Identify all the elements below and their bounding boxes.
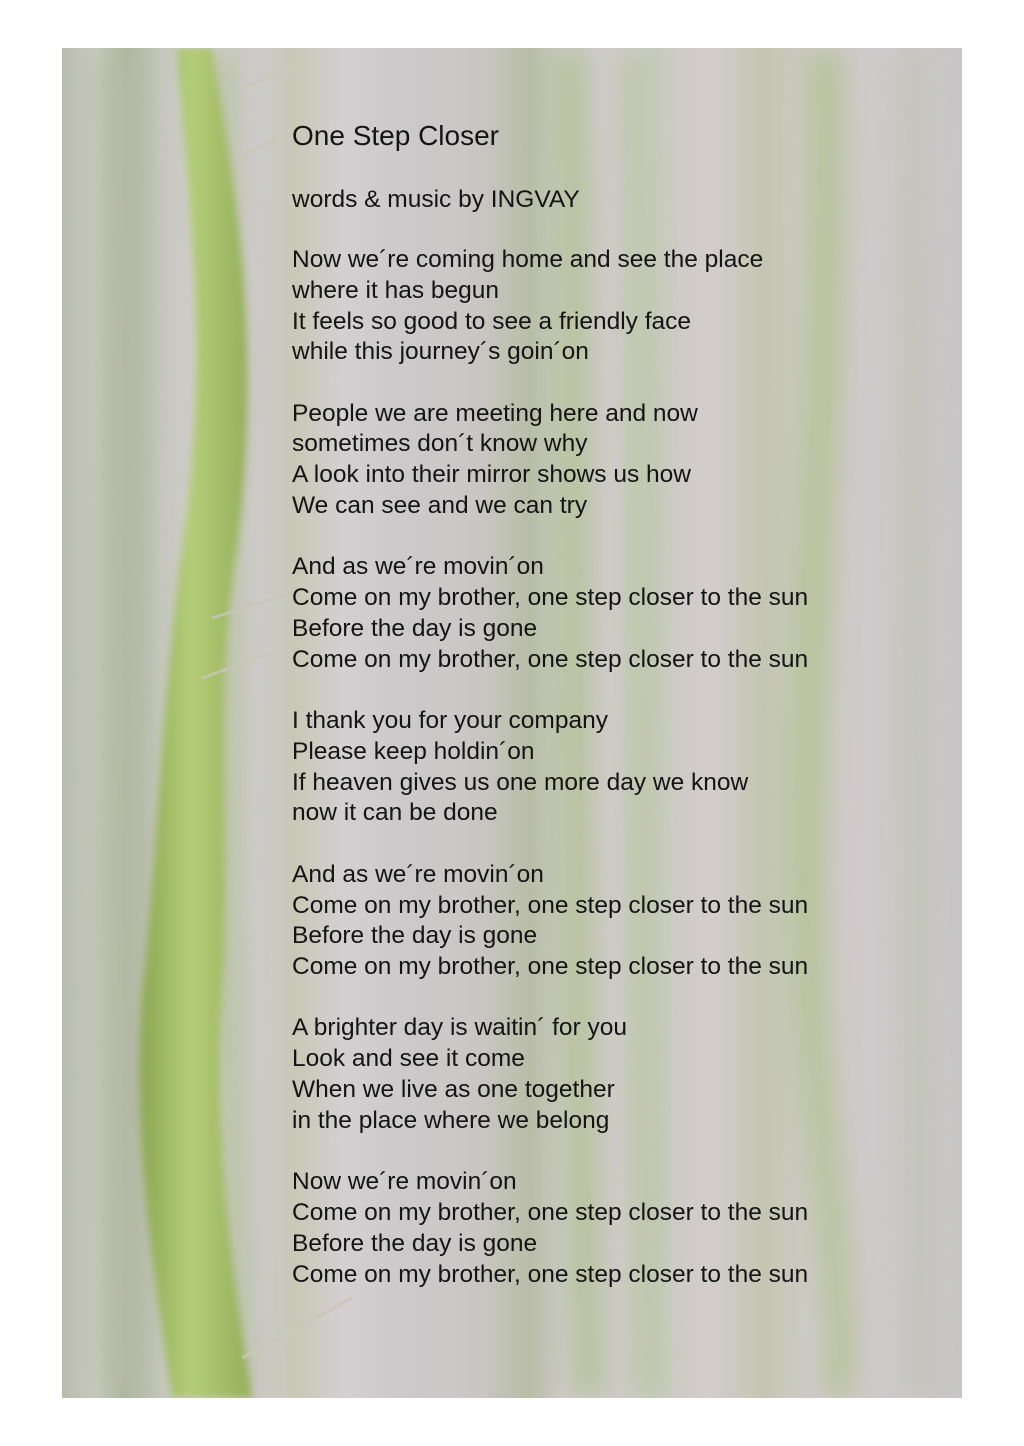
stanza-3-chorus [292,552,932,675]
lyric-line: Now we´re coming home and see the place [292,246,764,273]
stanza-6 [292,1013,932,1136]
lyric-line: while this journey´s goin´on [292,338,589,366]
lyric-line: Come on my brother, one step closer to the sun [292,584,809,612]
lyric-line: Before the day is gone [292,614,538,642]
lyric-line: Come on my brother, one step closer to the sun [292,953,809,981]
lyric-line: where it has begun [292,276,500,304]
lyric-line: It feels so good to see a friendly face [292,307,692,335]
lyric-line: And as we´re movin´on [292,860,544,888]
lyrics-sheet [62,48,962,1398]
stanza-5-chorus [292,860,932,983]
song-title: One Step Closer [292,120,499,151]
lyric-line: Come on my brother, one step closer to the sun [292,645,809,673]
lyric-line: If heaven gives us one more day we know [292,768,749,796]
lyric-line: And as we´re movin´on [292,553,544,581]
lyric-line: Now we´re movin´on [292,1168,517,1196]
lyric-line: A brighter day is waitin´ for you [292,1014,627,1042]
lyric-line: Before the day is gone [292,1229,538,1257]
lyric-line: We can see and we can try [292,492,588,520]
lyric-line: People we are meeting here and now [292,399,698,427]
lyric-line: in the place where we belong [292,1106,610,1134]
stanza-4 [292,706,932,829]
lyric-line: I thank you for your company [292,707,608,735]
lyric-line: Please keep holdin´on [292,737,535,765]
lyric-line: When we live as one together [292,1076,615,1104]
lyric-line: Before the day is gone [292,922,538,950]
lyric-line: Look and see it come [292,1045,525,1073]
lyric-line: Come on my brother, one step closer to the sun [292,891,809,919]
stanza-2 [292,399,932,522]
lyric-line: Come on my brother, one step closer to the sun [292,1198,809,1226]
stanza-1 [292,245,932,368]
lyric-line: now it can be done [292,799,498,827]
song-lyrics [292,118,932,1321]
lyric-line: Come on my brother, one step closer to the sun [292,1260,809,1288]
stanza-7-chorus [292,1167,932,1290]
lyric-line: A look into their mirror shows us how [292,461,691,489]
lyric-line: sometimes don´t know why [292,430,588,458]
song-credit: words & music by INGVAY [292,186,580,213]
